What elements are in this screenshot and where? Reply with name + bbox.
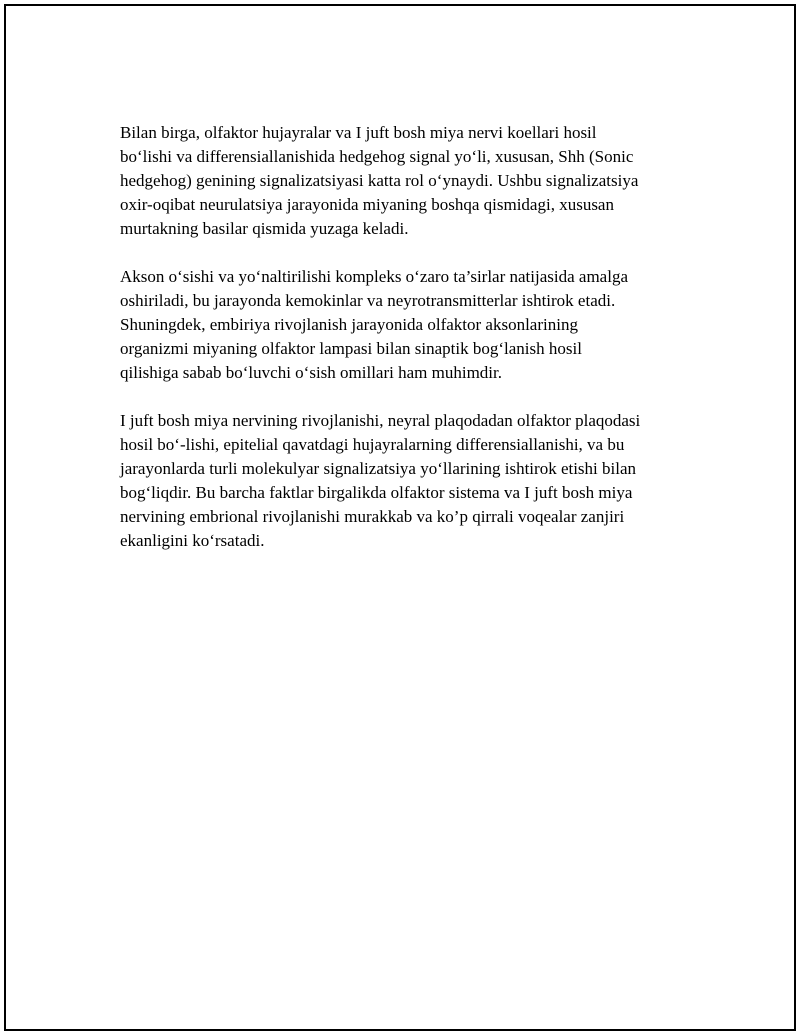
paragraph-2: [120, 265, 710, 385]
paragraph-3: [120, 409, 710, 553]
document-body: [120, 121, 710, 577]
text-line: murtakning basilar qismida yuzaga keladi.: [120, 219, 409, 238]
text-line: ekanligini ko‘rsatadi.: [120, 531, 265, 550]
text-line: hedgehog) genining signalizatsiyasi katta rol o‘ynaydi. Ushbu signalizatsiya: [120, 171, 639, 190]
text-line: hosil bo‘-lishi, epitelial qavatdagi hujayralarning differensiallanishi, va bu: [120, 435, 625, 454]
text-line: oxir-oqibat neurulatsiya jarayonida miyaning boshqa qismidagi, xususan: [120, 195, 614, 214]
paragraph-1: [120, 121, 710, 241]
text-line: qilishiga sabab bo‘luvchi o‘sish omillari ham muhimdir.: [120, 363, 502, 382]
text-line: bo‘lishi va differensiallanishida hedgehog signal yo‘li, xususan, Shh (Sonic: [120, 147, 634, 166]
text-line: Bilan birga, olfaktor hujayralar va I juft bosh miya nervi koellari hosil: [120, 123, 597, 142]
document-page: [4, 4, 796, 1031]
text-line: Shuningdek, embiriya rivojlanish jarayonida olfaktor aksonlarining: [120, 315, 578, 334]
text-line: bog‘liqdir. Bu barcha faktlar birgalikda olfaktor sistema va I juft bosh miya: [120, 483, 633, 502]
text-line: oshiriladi, bu jarayonda kemokinlar va neyrotransmitterlar ishtirok etadi.: [120, 291, 616, 310]
text-line: Akson o‘sishi va yo‘naltirilishi kompleks o‘zaro ta’sirlar natijasida amalga: [120, 267, 628, 286]
text-line: organizmi miyaning olfaktor lampasi bilan sinaptik bog‘lanish hosil: [120, 339, 582, 358]
text-line: I juft bosh miya nervining rivojlanishi, neyral plaqodadan olfaktor plaqodasi: [120, 411, 641, 430]
text-line: jarayonlarda turli molekulyar signalizatsiya yo‘llarining ishtirok etishi bilan: [120, 459, 637, 478]
text-line: nervining embrional rivojlanishi murakkab va ko’p qirrali voqealar zanjiri: [120, 507, 625, 526]
